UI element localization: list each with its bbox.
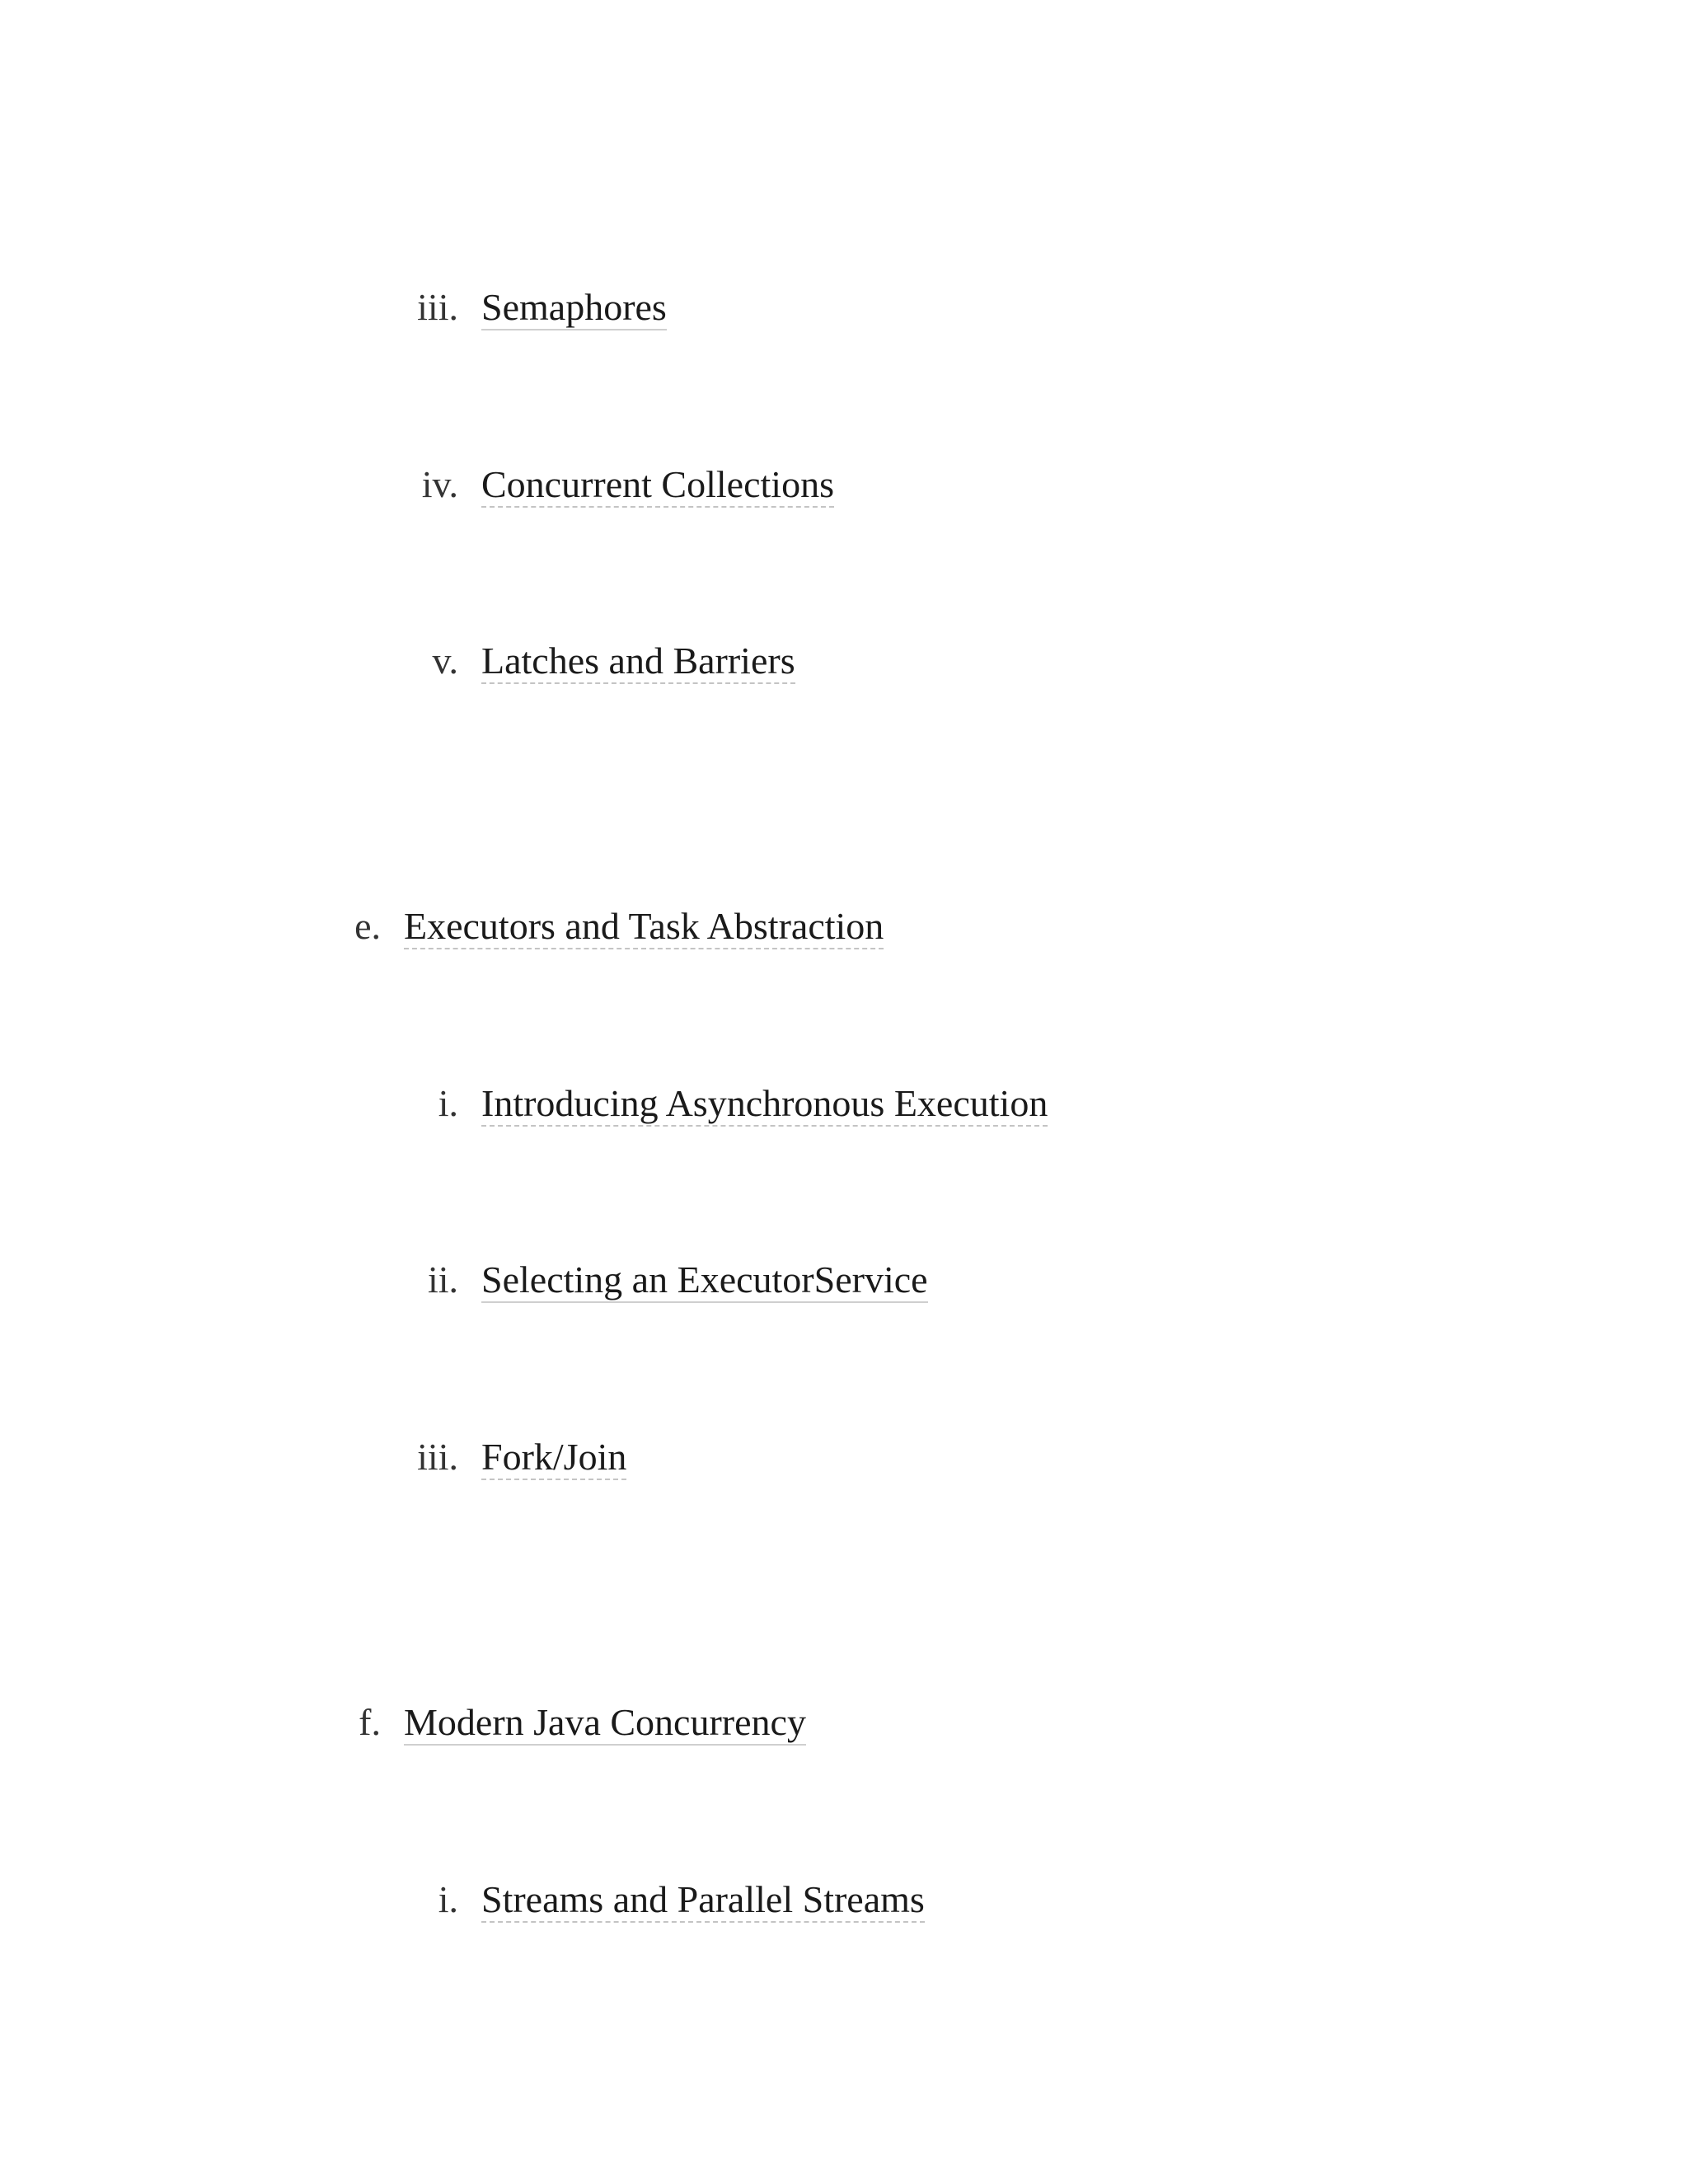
toc-link-modern-java-concurrency[interactable]: Modern Java Concurrency (404, 1704, 806, 1746)
list-marker: iii. (417, 1436, 458, 1478)
list-marker: f. (359, 1701, 381, 1743)
toc-link-executors-and-task-abstraction[interactable]: Executors and Task Abstraction (404, 907, 884, 949)
list-item (298, 1701, 806, 1746)
list-marker: i. (438, 1082, 458, 1124)
list-marker: ii. (427, 1258, 458, 1301)
list-item (376, 1082, 1048, 1127)
toc-link-latches-and-barriers[interactable]: Latches and Barriers (481, 642, 795, 684)
list-item (376, 642, 795, 684)
toc-link-semaphores[interactable]: Semaphores (481, 288, 667, 330)
list-item (376, 288, 667, 330)
list-marker: v. (432, 640, 458, 682)
toc-link-concurrent-collections[interactable]: Concurrent Collections (481, 466, 834, 508)
list-item (376, 463, 834, 508)
toc-link-introducing-asynchronous-execution[interactable]: Introducing Asynchronous Execution (481, 1085, 1048, 1127)
list-marker: iv. (421, 463, 458, 505)
toc-link-fork-join[interactable]: Fork/Join (481, 1438, 626, 1480)
toc-link-streams-and-parallel-streams[interactable]: Streams and Parallel Streams (481, 1881, 925, 1923)
list-item (376, 1438, 626, 1480)
list-item (298, 907, 884, 949)
list-marker: e. (354, 905, 381, 947)
list-marker: i. (438, 1878, 458, 1920)
list-marker: iii. (417, 286, 458, 328)
toc-link-selecting-an-executorservice[interactable]: Selecting an ExecutorService (481, 1261, 928, 1303)
list-item (376, 1258, 928, 1303)
list-item (376, 1878, 925, 1923)
